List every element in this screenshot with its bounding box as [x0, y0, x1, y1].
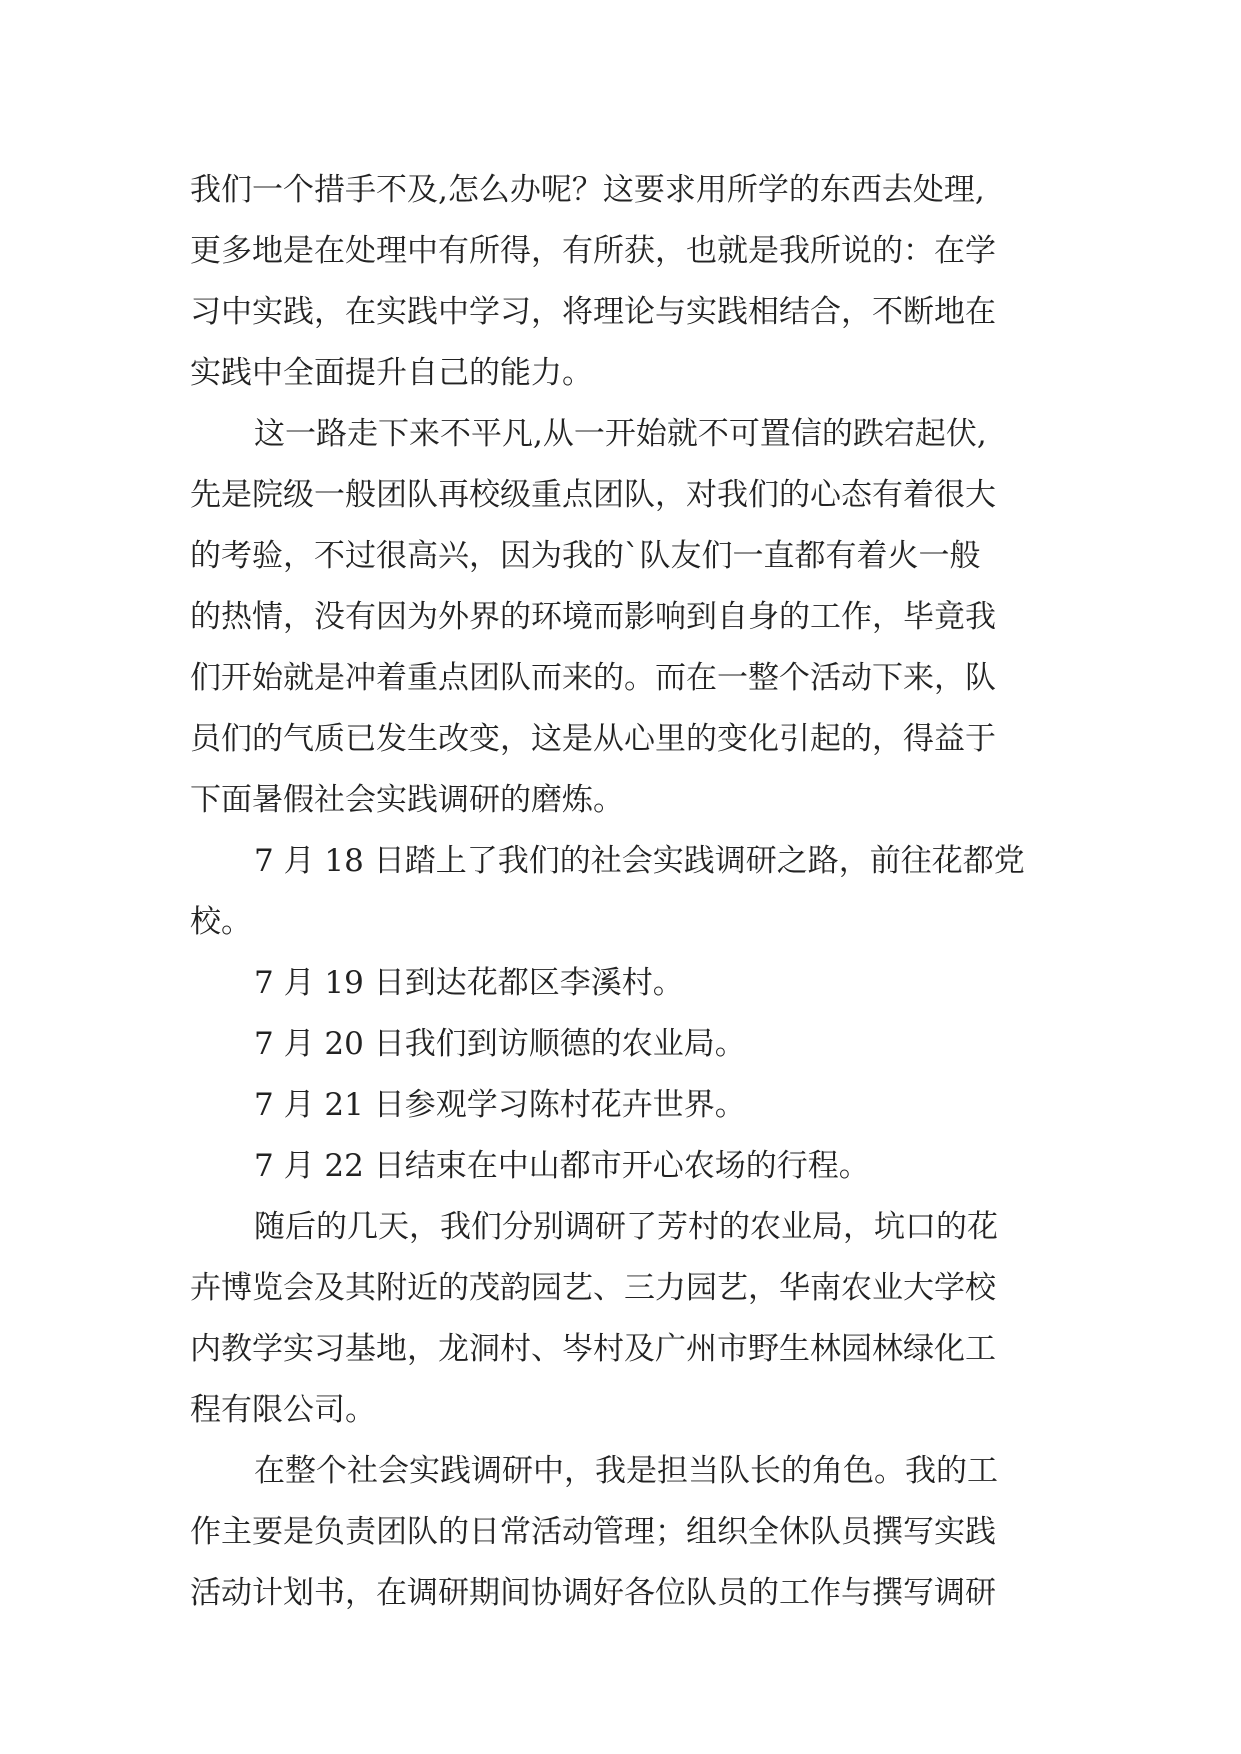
text-line: 下面暑假社会实践调研的磨炼。 — [190, 782, 624, 818]
text-line: 先是院级一般团队再校级重点团队，对我们的心态有着很大 — [190, 477, 996, 513]
text-line: 内教学实习基地，龙洞村、岑村及广州市野生林园林绿化工 — [190, 1331, 996, 1367]
text-line: 的热情，没有因为外界的环境而影响到自身的工作，毕竟我 — [190, 599, 996, 635]
text-line: 作主要是负责团队的日常活动管理；组织全休队员撰写实践 — [190, 1514, 996, 1550]
text-line: 随后的几天，我们分别调研了芳村的农业局，坑口的花 — [254, 1209, 998, 1245]
text-line: 程有限公司。 — [190, 1392, 376, 1428]
text-line: 更多地是在处理中有所得，有所获，也就是我所说的：在学 — [190, 233, 996, 269]
text-line: 7 月 21 日参观学习陈村花卉世界。 — [254, 1087, 746, 1123]
text-line: 们开始就是冲着重点团队而来的。而在一整个活动下来，队 — [190, 660, 996, 696]
document-body — [190, 160, 1090, 1624]
text-line: 活动计划书，在调研期间协调好各位队员的工作与撰写调研 — [190, 1575, 996, 1611]
text-line: 我们一个措手不及,怎么办呢？这要求用所学的东西去处理, — [190, 172, 985, 208]
text-line: 这一路走下来不平凡,从一开始就不可置信的跌宕起伏, — [254, 416, 987, 452]
text-line: 7 月 22 日结束在中山都市开心农场的行程。 — [254, 1148, 870, 1184]
text-line: 习中实践，在实践中学习，将理论与实践相结合，不断地在 — [190, 294, 996, 330]
text-line: 7 月 18 日踏上了我们的社会实践调研之路，前往花都党 — [254, 843, 1025, 879]
text-line: 员们的气质已发生改变，这是从心里的变化引起的，得益于 — [190, 721, 996, 757]
text-line: 卉博览会及其附近的茂韵园艺、三力园艺，华南农业大学校 — [190, 1270, 996, 1306]
text-line: 校。 — [190, 904, 252, 940]
text-line: 的考验，不过很高兴，因为我的`队友们一直都有着火一般 — [190, 538, 981, 574]
text-line: 实践中全面提升自己的能力。 — [190, 355, 593, 391]
text-line: 7 月 19 日到达花都区李溪村。 — [254, 965, 684, 1001]
text-line: 7 月 20 日我们到访顺德的农业局。 — [254, 1026, 746, 1062]
text-line: 在整个社会实践调研中，我是担当队长的角色。我的工 — [254, 1453, 998, 1489]
